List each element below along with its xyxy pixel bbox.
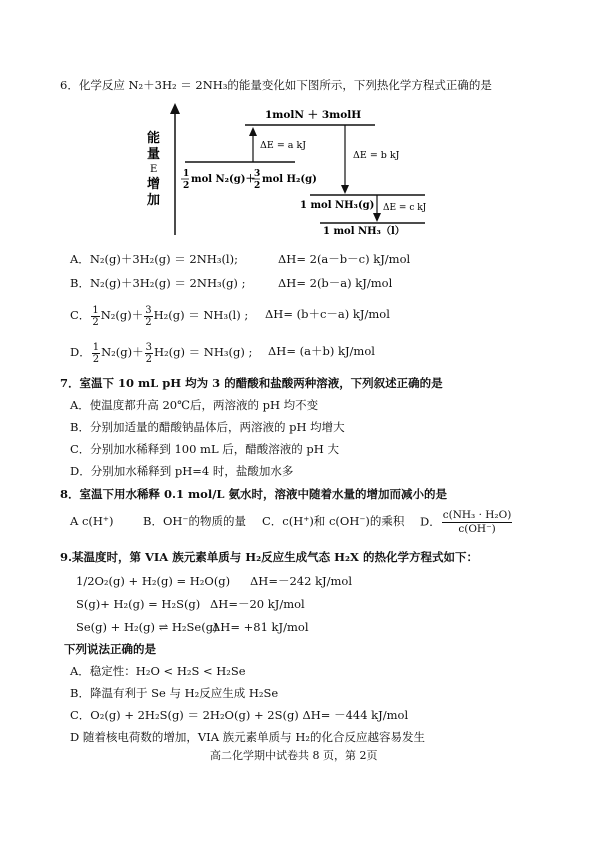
q8-stem: 8．室温下用水稀释 0.1 mol/L 氨水时，溶液中随着水量的增加而减小的是	[60, 487, 448, 501]
q6-option-c[interactable]: C． $\frac{1}{2}$ N₂(g)＋ $\frac{3}{2}$ H₂(g) ＝ NH₃(l) ;	[70, 304, 249, 328]
q7-option-d[interactable]: D．分别加水稀释到 pH=4 时，盐酸加水多	[70, 464, 294, 478]
q8-option-d-frac: $\frac{\text{c(NH₃ · H₂O)}}{c(OH^-)}$	[442, 509, 512, 535]
q6-option-d-frac2: $\frac{3}{2}$	[145, 341, 152, 365]
q9-option-c[interactable]: C．O₂(g) + 2H₂S(g) ＝ 2H₂O(g) + 2S(g) ΔH= －444 kJ/mol	[70, 708, 409, 722]
page-footer: 高二化学期中试卷共 8 页，第 2页	[210, 749, 378, 762]
q6-option-a-dh: ΔH= 2(a－b－c) kJ/mol	[278, 252, 411, 266]
q6-option-c-frac2: $\frac{3}{2}$	[145, 304, 152, 328]
q6-option-c-dh: ΔH= (b＋c－a) kJ/mol	[265, 307, 390, 321]
q8-option-b[interactable]: B．OH⁻的物质的量	[143, 514, 246, 528]
reactant-level-tail: mol H₂(g)	[262, 174, 317, 185]
q9-eq1-dh: ΔH=－242 kJ/mol	[250, 574, 353, 588]
reactant-frac1-den: 2	[183, 181, 190, 191]
nh3-liquid-label: 1 mol NH₃（l）	[323, 226, 405, 237]
q8-option-d[interactable]	[420, 509, 513, 536]
q6-option-a-label: A．	[70, 252, 90, 266]
reactant-frac1-num: 1	[183, 169, 190, 179]
q6-option-b-dh: ΔH= 2(b－a) kJ/mol	[278, 276, 393, 290]
dE-a-label: ΔE = a kJ	[260, 140, 307, 151]
q9-stem: 9.某温度时，第 VIA 族元素单质与 H₂反应生成气态 H₂X 的热化学方程式如下：	[60, 550, 478, 564]
q6-option-d-label: D．	[70, 345, 91, 359]
q6-option-a-eq: N₂(g)＋3H₂(g) ＝ 2NH₃(l);	[89, 252, 238, 266]
energy-diagram	[145, 100, 445, 240]
q7-stem: 7．室温下 10 mL pH 均为 3 的醋酸和盐酸两种溶液，下列叙述正确的是	[60, 376, 443, 390]
yaxis-char-2: E	[150, 164, 158, 175]
nh3-gas-label: 1 mol NH₃(g)	[300, 200, 375, 211]
q6-option-b-eq: N₂(g)＋3H₂(g) ＝ 2NH₃(g) ;	[89, 276, 246, 290]
q8-option-a[interactable]: A c(H⁺)	[70, 514, 114, 528]
yaxis-char-1: 量	[147, 147, 161, 162]
q7-option-a[interactable]: A．使温度都升高 20℃后，两溶液的 pH 均不变	[70, 398, 319, 412]
dE-c-label: ΔE = c kJ	[383, 203, 427, 213]
q9-eq3-dh: ΔH= +81 kJ/mol	[212, 620, 309, 634]
q6-option-d-dh: ΔH= (a＋b) kJ/mol	[268, 344, 375, 358]
q6-option-a[interactable]	[70, 252, 238, 267]
reactant-level-mid: mol N₂(g)＋	[191, 174, 256, 185]
q6-stem: 6．化学反应 N₂＋3H₂ ＝ 2NH₃的能量变化如下图所示，下列热化学方程式正确的是	[60, 78, 492, 92]
q7-option-b[interactable]: B．分别加适量的醋酸钠晶体后，两溶液的 pH 均增大	[70, 420, 345, 434]
q6-option-c-label: C．	[70, 308, 91, 322]
top-level-label: 1molN ＋ 3molH	[265, 109, 362, 121]
energy-axis-arrowhead	[170, 103, 180, 114]
reactant-frac2-num: 3	[254, 169, 261, 179]
q9-eq2: S(g)+ H₂(g) = H₂S(g)	[76, 597, 201, 611]
q9-eq1: 1/2O₂(g) + H₂(g) = H₂O(g)	[76, 574, 231, 588]
q6-option-c-frac1: $\frac{1}{2}$	[92, 304, 99, 328]
q9-lead: 下列说法正确的是	[64, 642, 156, 656]
yaxis-char-3: 增	[147, 177, 161, 192]
dE-b-label: ΔE = b kJ	[353, 150, 400, 161]
q6-option-b[interactable]	[70, 276, 245, 291]
q8-option-d-label: D．	[420, 514, 441, 529]
q6-option-b-label: B．	[70, 276, 90, 290]
yaxis-char-0: 能	[147, 131, 161, 146]
q6-option-d-frac1: $\frac{1}{2}$	[92, 341, 100, 365]
q7-option-c[interactable]: C．分别加水稀释到 100 mL 后，醋酸溶液的 pH 大	[70, 442, 339, 456]
q9-eq3: Se(g) + H₂(g) ⇌ H₂Se(g)	[76, 620, 218, 634]
q6-option-d[interactable]: D． $\frac{1}{2}$ N₂(g)＋ $\frac{3}{2}$ H₂(g) ＝ NH₃(g) ;	[70, 341, 253, 365]
yaxis-char-4: 加	[147, 193, 161, 208]
q9-option-a[interactable]: A．稳定性：H₂O < H₂S < H₂Se	[70, 664, 246, 678]
reactant-frac2-den: 2	[254, 181, 261, 191]
q9-option-d[interactable]: D 随着核电荷数的增加，VIA 族元素单质与 H₂的化合反应越容易发生	[70, 730, 425, 744]
q9-eq2-dh: ΔH=－20 kJ/mol	[210, 597, 305, 611]
q8-option-c[interactable]: C．c(H⁺)和 c(OH⁻)的乘积	[262, 514, 405, 528]
q9-option-b[interactable]: B．降温有利于 Se 与 H₂反应生成 H₂Se	[70, 686, 279, 700]
